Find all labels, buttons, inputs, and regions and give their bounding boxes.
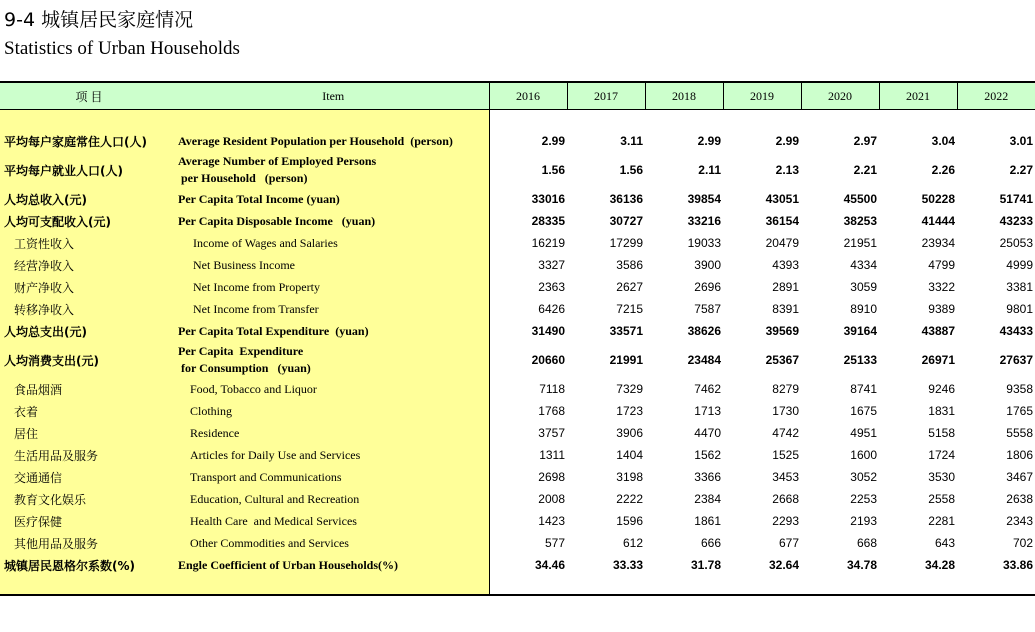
row-label-cn: 教育文化娱乐	[0, 488, 178, 510]
value-cell: 41444	[921, 214, 955, 228]
row-label-en-line: Average Resident Population per Household (person)	[178, 133, 453, 148]
value-cell: 34.78	[846, 558, 877, 572]
value-cell: 9801	[1006, 302, 1033, 316]
value-cell: 668	[856, 536, 877, 550]
row-label-en	[178, 320, 489, 342]
row-label-en-line: Per Capita Total Income (yuan)	[178, 191, 340, 206]
value-cell: 2696	[694, 280, 721, 294]
table-row	[0, 210, 1035, 232]
row-label-en	[178, 466, 489, 488]
header-year: 2020	[801, 82, 879, 110]
value-cell: 2.99	[697, 134, 721, 148]
row-label-en-line: Net Income from Property	[193, 279, 320, 294]
row-label-en	[178, 444, 489, 466]
value-cell: 2363	[538, 280, 565, 294]
table-row	[0, 254, 1035, 276]
value-cell: 3.11	[620, 134, 643, 148]
value-cell: 2193	[850, 514, 877, 528]
row-label-cn: 食品烟酒	[0, 378, 178, 400]
value-cell: 1806	[1006, 448, 1033, 462]
row-label-en	[178, 298, 489, 320]
value-cell: 8741	[850, 382, 877, 396]
value-cell: 2891	[772, 280, 799, 294]
row-label-cn: 人均消费支出(元)	[0, 342, 178, 378]
value-cell: 1724	[928, 448, 955, 462]
value-cell: 4799	[928, 258, 955, 272]
value-cell: 26971	[921, 353, 955, 367]
table-body	[0, 110, 1035, 596]
value-cell: 3467	[1006, 470, 1033, 484]
value-cell: 17299	[609, 236, 643, 250]
value-cell: 1730	[772, 404, 799, 418]
header-row	[0, 82, 1035, 110]
row-label-en-line: Per Capita Expenditure	[178, 344, 304, 358]
value-cell: 1562	[694, 448, 721, 462]
value-cell: 7462	[694, 382, 721, 396]
value-cell: 32.64	[768, 558, 799, 572]
row-label-cn: 人均总收入(元)	[0, 188, 178, 210]
value-cell: 3381	[1006, 280, 1033, 294]
value-cell: 2253	[850, 492, 877, 506]
value-cell: 25367	[765, 353, 799, 367]
value-cell: 1525	[772, 448, 799, 462]
value-cell: 577	[544, 536, 565, 550]
value-cell: 36154	[765, 214, 799, 228]
row-label-en	[178, 532, 489, 554]
value-cell: 3.01	[1009, 134, 1033, 148]
value-cell: 3059	[850, 280, 877, 294]
value-cell: 2698	[538, 470, 565, 484]
value-cell: 25053	[999, 236, 1033, 250]
row-label-en	[178, 510, 489, 532]
value-cell: 4999	[1006, 258, 1033, 272]
value-cell: 1423	[538, 514, 565, 528]
row-label-en-line: Transport and Communications	[190, 469, 342, 484]
value-cell: 2.11	[698, 163, 721, 177]
row-label-en-line: Per Capita Disposable Income (yuan)	[178, 213, 376, 228]
row-label-en-line: Articles for Daily Use and Services	[190, 447, 361, 462]
value-cell: 21951	[843, 236, 877, 250]
table-row	[0, 554, 1035, 576]
value-cell: 3322	[928, 280, 955, 294]
value-cell: 2281	[928, 514, 955, 528]
value-cell: 643	[934, 536, 955, 550]
value-cell: 2638	[1006, 492, 1033, 506]
table-row	[0, 232, 1035, 254]
value-cell: 2627	[616, 280, 643, 294]
value-cell: 3.04	[931, 134, 955, 148]
row-label-cn: 转移净收入	[0, 298, 178, 320]
value-cell: 33016	[531, 192, 565, 206]
row-label-en	[178, 188, 489, 210]
statistics-table	[0, 81, 1035, 598]
value-cell: 2008	[538, 492, 565, 506]
table-row	[0, 152, 1035, 188]
row-label-en-line: Clothing	[190, 403, 233, 418]
row-label-en	[178, 232, 489, 254]
row-label-en-line: Per Capita Total Expenditure (yuan)	[178, 323, 369, 338]
value-cell: 1765	[1006, 404, 1033, 418]
value-cell: 3327	[538, 258, 565, 272]
value-cell: 25133	[843, 353, 877, 367]
value-cell: 1713	[694, 404, 721, 418]
value-cell: 3757	[538, 426, 565, 440]
table-row	[0, 532, 1035, 554]
value-cell: 34.28	[924, 558, 955, 572]
row-label-en	[178, 276, 489, 298]
value-cell: 19033	[687, 236, 721, 250]
value-cell: 1.56	[541, 163, 565, 177]
value-cell: 16219	[531, 236, 565, 250]
row-label-en-line: Other Commodities and Services	[190, 535, 349, 550]
row-label-en-line: Net Business Income	[193, 257, 295, 272]
value-cell: 1311	[539, 448, 565, 462]
row-label-en-line: Education, Cultural and Recreation	[190, 491, 360, 506]
value-cell: 8910	[850, 302, 877, 316]
value-cell: 2222	[616, 492, 643, 506]
row-label-cn: 人均可支配收入(元)	[0, 210, 178, 232]
value-cell: 702	[1012, 536, 1033, 550]
row-label-en	[178, 378, 489, 400]
value-cell: 2.26	[931, 163, 955, 177]
row-label-en-line: per Household (person)	[178, 171, 308, 185]
row-label-en	[178, 554, 489, 576]
value-cell: 43433	[999, 324, 1033, 338]
header-item-cn: 项 目	[0, 82, 178, 110]
value-cell: 1831	[928, 404, 955, 418]
value-cell: 4470	[694, 426, 721, 440]
table-row	[0, 378, 1035, 400]
table-row	[0, 320, 1035, 342]
row-label-en-line: Net Income from Transfer	[193, 301, 319, 316]
row-label-cn: 工资性收入	[0, 232, 178, 254]
table-row	[0, 488, 1035, 510]
value-cell: 7329	[616, 382, 643, 396]
row-label-cn: 城镇居民恩格尔系数(%)	[0, 554, 178, 576]
value-cell: 612	[622, 536, 643, 550]
value-cell: 3366	[694, 470, 721, 484]
table-row	[0, 466, 1035, 488]
spacer-row	[0, 576, 1035, 595]
value-cell: 1861	[694, 514, 721, 528]
row-label-cn: 生活用品及服务	[0, 444, 178, 466]
value-cell: 27637	[999, 353, 1033, 367]
value-cell: 6426	[538, 302, 565, 316]
value-cell: 21991	[609, 353, 643, 367]
row-label-en-line: Average Number of Employed Persons	[178, 154, 377, 168]
value-cell: 30727	[609, 214, 643, 228]
value-cell: 43051	[765, 192, 799, 206]
value-cell: 1600	[850, 448, 877, 462]
value-cell: 4951	[850, 426, 877, 440]
value-cell: 39164	[843, 324, 877, 338]
value-cell: 20660	[531, 353, 565, 367]
value-cell: 2.99	[775, 134, 799, 148]
value-cell: 1675	[850, 404, 877, 418]
value-cell: 23484	[687, 353, 721, 367]
value-cell: 20479	[765, 236, 799, 250]
value-cell: 1596	[616, 514, 643, 528]
value-cell: 1404	[616, 448, 643, 462]
value-cell: 2.21	[853, 163, 877, 177]
value-cell: 2558	[928, 492, 955, 506]
value-cell: 2668	[772, 492, 799, 506]
value-cell: 1723	[616, 404, 643, 418]
row-label-cn: 医疗保健	[0, 510, 178, 532]
value-cell: 4393	[772, 258, 799, 272]
value-cell: 3530	[928, 470, 955, 484]
row-label-en	[178, 400, 489, 422]
value-cell: 2343	[1006, 514, 1033, 528]
value-cell: 2384	[694, 492, 721, 506]
row-label-cn: 交通通信	[0, 466, 178, 488]
value-cell: 8279	[772, 382, 799, 396]
table-row	[0, 130, 1035, 152]
value-cell: 4742	[772, 426, 799, 440]
row-label-en-line: Health Care and Medical Services	[190, 513, 357, 528]
value-cell: 39854	[687, 192, 721, 206]
value-cell: 2.27	[1009, 163, 1033, 177]
value-cell: 51741	[999, 192, 1033, 206]
page-title-english: Statistics of Urban Households	[4, 38, 240, 59]
value-cell: 5158	[928, 426, 955, 440]
row-label-en	[178, 210, 489, 232]
header-year: 2016	[489, 82, 567, 110]
value-cell: 3198	[616, 470, 643, 484]
value-cell: 666	[700, 536, 721, 550]
value-cell: 39569	[765, 324, 799, 338]
row-label-en	[178, 130, 489, 152]
value-cell: 4334	[850, 258, 877, 272]
value-cell: 45500	[843, 192, 877, 206]
value-cell: 2.99	[541, 134, 565, 148]
table-row	[0, 276, 1035, 298]
value-cell: 1.56	[619, 163, 643, 177]
row-label-en-line: Residence	[190, 425, 240, 440]
row-label-en	[178, 342, 489, 378]
header-item-en: Item	[178, 82, 489, 110]
value-cell: 9358	[1006, 382, 1033, 396]
value-cell: 28335	[531, 214, 565, 228]
value-cell: 23934	[921, 236, 955, 250]
page-title-chinese: 9-4 城镇居民家庭情况	[4, 9, 194, 31]
row-label-en	[178, 152, 489, 188]
row-label-en	[178, 422, 489, 444]
value-cell: 33.33	[612, 558, 643, 572]
row-label-en-line: Food, Tobacco and Liquor	[190, 381, 317, 396]
spacer-row	[0, 110, 1035, 131]
table-row	[0, 188, 1035, 210]
value-cell: 3453	[772, 470, 799, 484]
value-cell: 9246	[928, 382, 955, 396]
value-cell: 38253	[843, 214, 877, 228]
value-cell: 38626	[687, 324, 721, 338]
value-cell: 33216	[687, 214, 721, 228]
value-cell: 31.78	[690, 558, 721, 572]
header-year: 2017	[567, 82, 645, 110]
row-label-cn: 经营净收入	[0, 254, 178, 276]
value-cell: 9389	[928, 302, 955, 316]
value-cell: 33.86	[1002, 558, 1033, 572]
table-row	[0, 422, 1035, 444]
table-row	[0, 342, 1035, 378]
value-cell: 3900	[694, 258, 721, 272]
value-cell: 33571	[609, 324, 643, 338]
value-cell: 34.46	[534, 558, 565, 572]
value-cell: 8391	[772, 302, 799, 316]
value-cell: 2293	[772, 514, 799, 528]
row-label-en-line: Engle Coefficient of Urban Households(%)	[178, 557, 398, 572]
value-cell: 36136	[609, 192, 643, 206]
row-label-en	[178, 488, 489, 510]
table-row	[0, 444, 1035, 466]
row-label-cn: 衣着	[0, 400, 178, 422]
table-row	[0, 400, 1035, 422]
value-cell: 7215	[616, 302, 643, 316]
value-cell: 43887	[921, 324, 955, 338]
row-label-cn: 人均总支出(元)	[0, 320, 178, 342]
row-label-cn: 其他用品及服务	[0, 532, 178, 554]
value-cell: 5558	[1006, 426, 1033, 440]
value-cell: 7587	[694, 302, 721, 316]
table-row	[0, 298, 1035, 320]
row-label-cn: 平均每户就业人口(人)	[0, 152, 178, 188]
value-cell: 3906	[616, 426, 643, 440]
table-row	[0, 510, 1035, 532]
value-cell: 7118	[539, 382, 565, 396]
value-cell: 2.13	[775, 163, 799, 177]
row-label-cn: 平均每户家庭常住人口(人)	[0, 130, 178, 152]
header-year: 2019	[723, 82, 801, 110]
header-year: 2022	[957, 82, 1035, 110]
header-year: 2021	[879, 82, 957, 110]
header-year: 2018	[645, 82, 723, 110]
value-cell: 31490	[531, 324, 565, 338]
row-label-en	[178, 254, 489, 276]
row-label-cn: 居住	[0, 422, 178, 444]
value-cell: 50228	[921, 192, 955, 206]
row-label-en-line: Income of Wages and Salaries	[193, 235, 338, 250]
row-label-cn: 财产净收入	[0, 276, 178, 298]
value-cell: 2.97	[853, 134, 877, 148]
value-cell: 3052	[850, 470, 877, 484]
value-cell: 43233	[999, 214, 1033, 228]
row-label-en-line: for Consumption (yuan)	[178, 361, 311, 375]
value-cell: 677	[778, 536, 799, 550]
value-cell: 3586	[616, 258, 643, 272]
value-cell: 1768	[538, 404, 565, 418]
